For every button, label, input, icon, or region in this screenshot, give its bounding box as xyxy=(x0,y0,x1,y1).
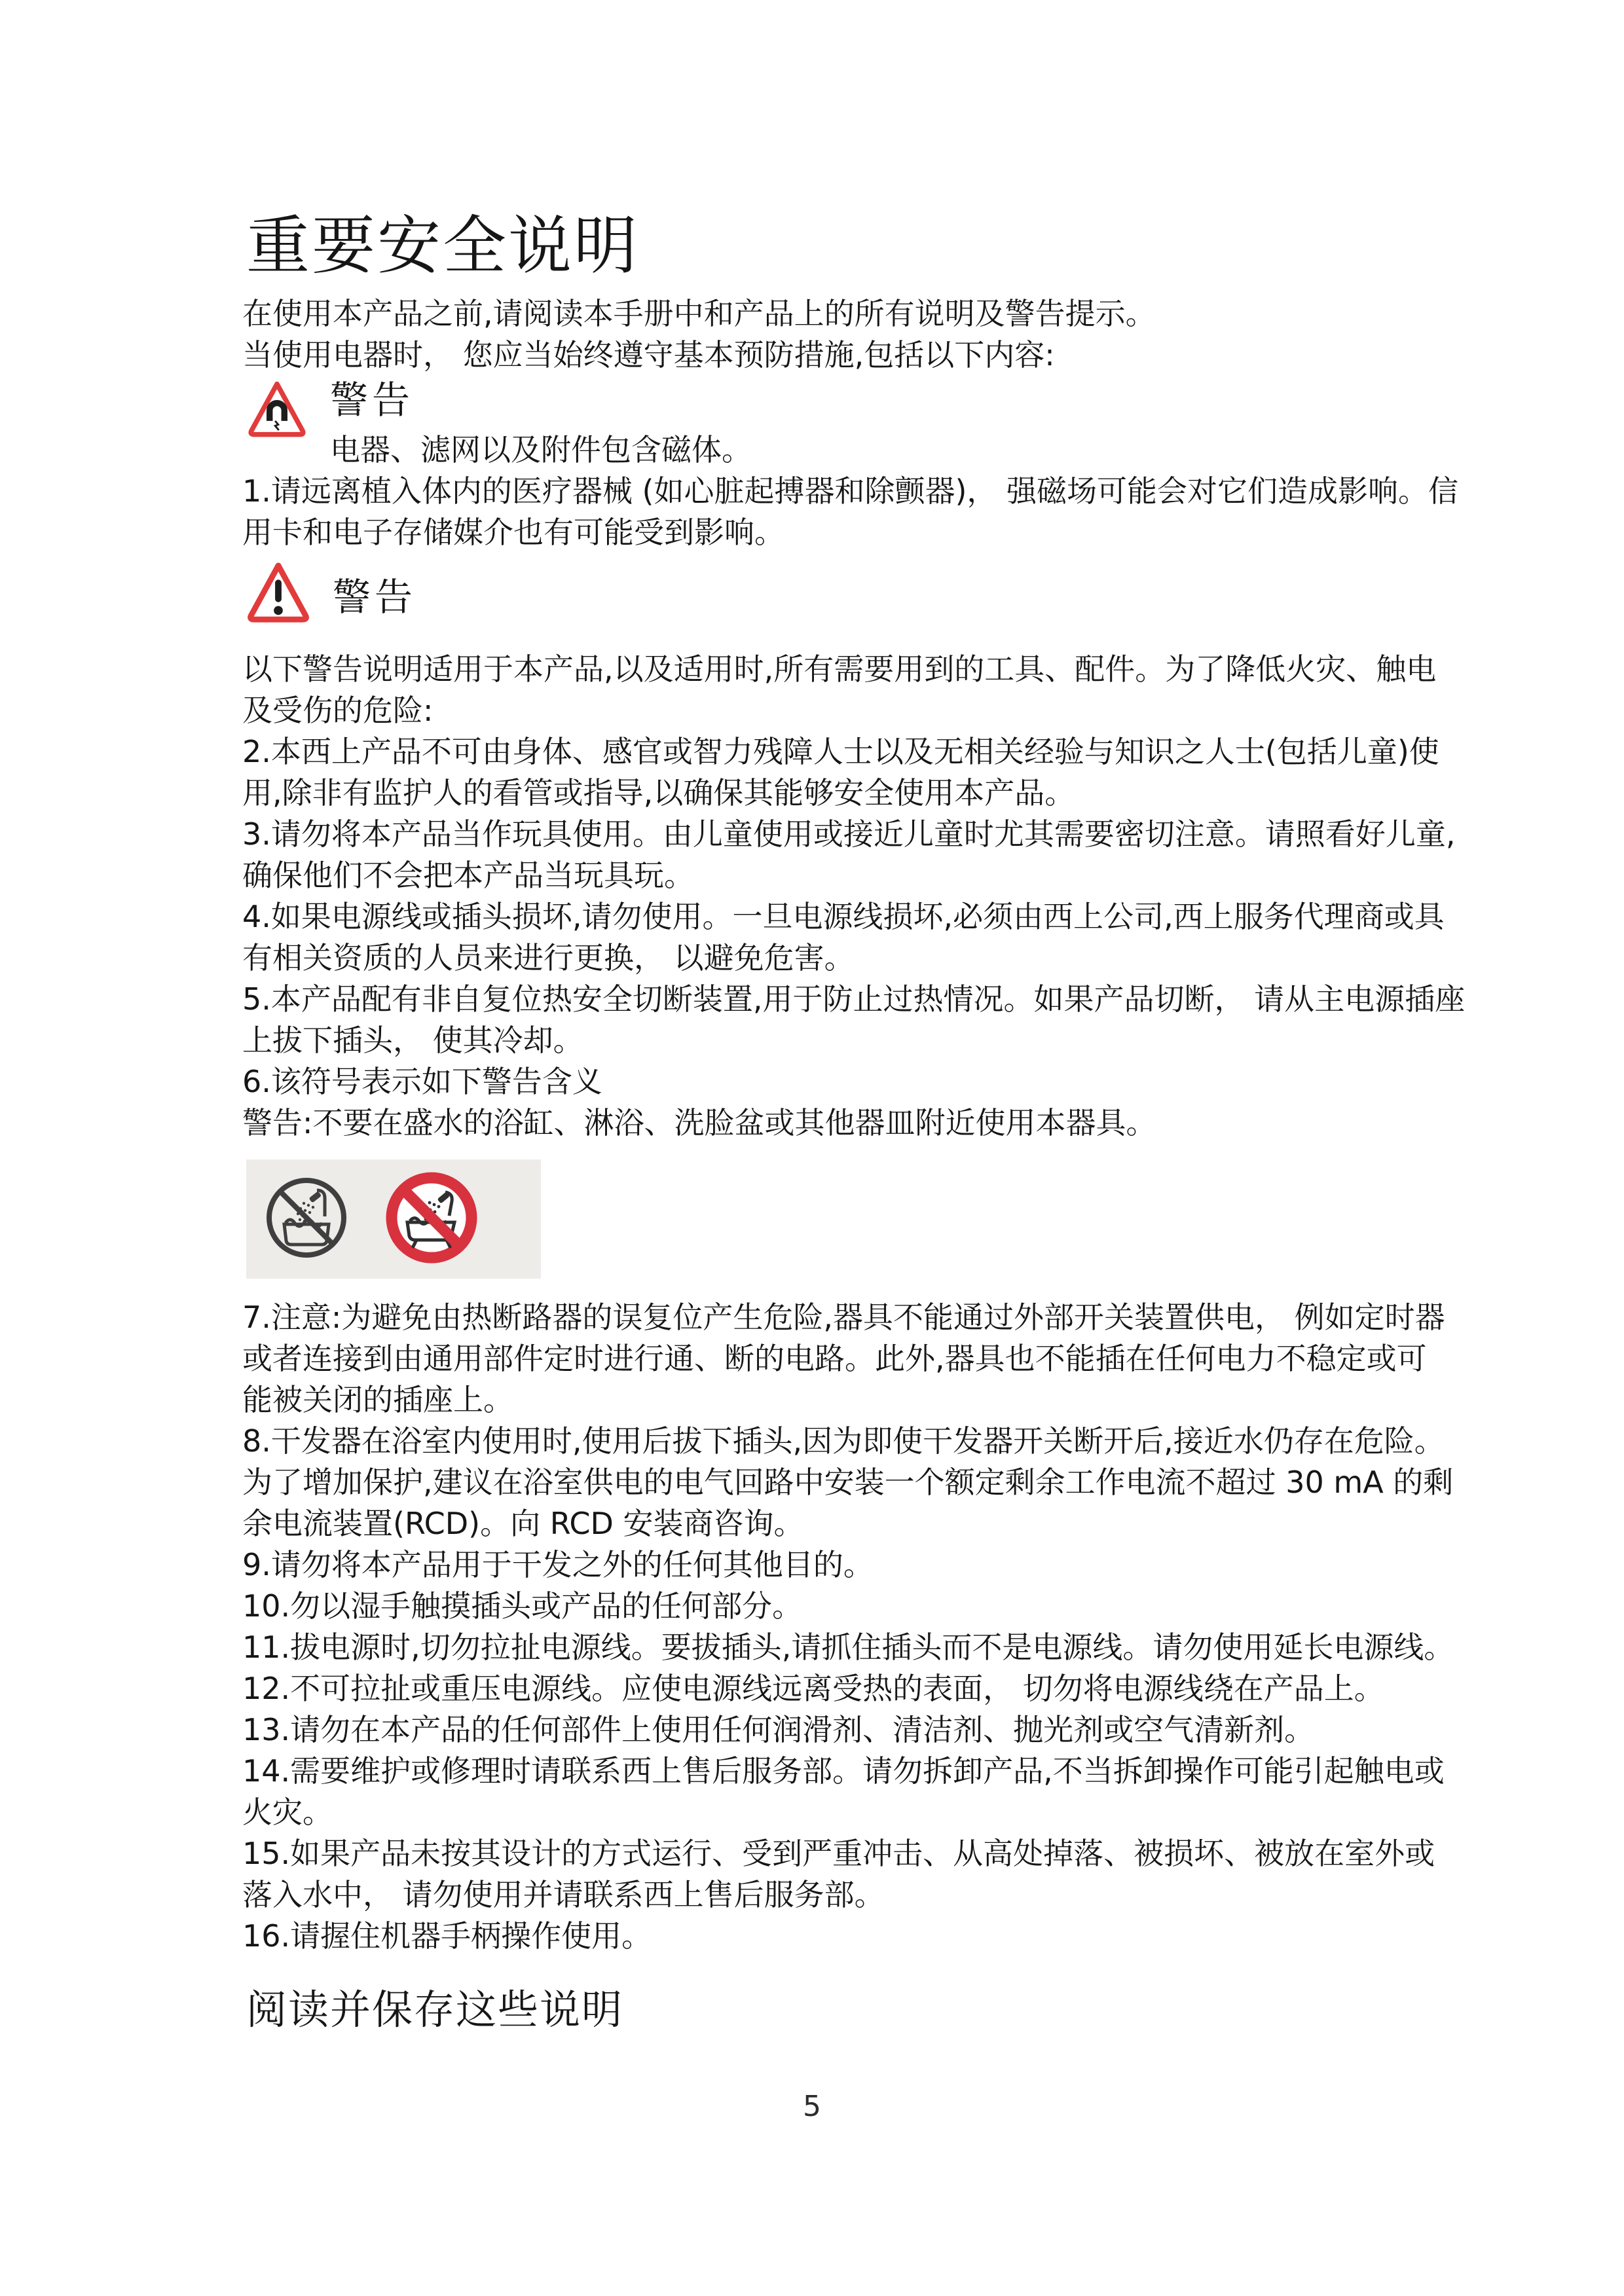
intro-paragraph xyxy=(242,293,1395,376)
text-line: 上拔下插头， 使其冷却。 xyxy=(242,1023,583,1059)
text-line: 用卡和电子存储媒介也有可能受到影响。 xyxy=(242,515,784,551)
intro-line: 当使用电器时， 您应当始终遵守基本预防措施,包括以下内容: xyxy=(242,337,1055,373)
no-shower-over-bathtub-icon-red xyxy=(382,1169,481,1269)
text-line: 2.本西上产品不可由身体、感官或智力残障人士以及无相关经验与知识之人士(包括儿童)使 xyxy=(242,734,1439,770)
text-line: 为了增加保护,建议在浴室供电的电气回路中安装一个额定剩余工作电流不超过 30 mA 的剩 xyxy=(242,1465,1454,1501)
text-line: 能被关闭的插座上。 xyxy=(242,1382,513,1418)
text-line: 确保他们不会把本产品当玩具玩。 xyxy=(242,858,694,894)
general-warning-text xyxy=(333,560,416,620)
warning-caption: 电器、滤网以及附件包含磁体。 xyxy=(330,432,752,468)
text-line: 5.本产品配有非自复位热安全切断装置,用于防止过热情况。如果产品切断， 请从主电源插座 xyxy=(242,981,1466,1017)
text-line: 用,除非有监护人的看管或指导,以确保其能够安全使用本产品。 xyxy=(242,775,1075,811)
warning-items-b xyxy=(242,1297,1454,1957)
text-line: 有相关资质的人员来进行更换， 以避免危害。 xyxy=(242,940,855,976)
text-line: 以下警告说明适用于本产品,以及适用时,所有需要用到的工具、配件。为了降低火灾、触电 xyxy=(242,651,1437,687)
warning-label: 警告 xyxy=(333,575,417,620)
text-line: 火灾。 xyxy=(242,1795,333,1831)
text-line: 8.干发器在浴室内使用时,使用后拔下插头,因为即使干发器开关断开后,接近水仍存在危险。 xyxy=(242,1423,1445,1459)
text-line: 1.请远离植入体内的医疗器械 (如心脏起搏器和除颤器)， 强磁场可能会对它们造成影响。信 xyxy=(242,473,1459,509)
text-line: 14.需要维护或修理时请联系西上售后服务部。请勿拆卸产品,不当拆卸操作可能引起触电或 xyxy=(242,1753,1445,1789)
text-line: 16.请握住机器手柄操作使用。 xyxy=(242,1918,652,1954)
text-line: 11.拔电源时,切勿拉扯电源线。要拔插头,请抓住插头而不是电源线。请勿使用延长电源线。 xyxy=(242,1630,1454,1666)
text-line: 7.注意:为避免由热断路器的误复位产生危险,器具不能通过外部开关装置供电， 例如定时器 xyxy=(242,1300,1445,1336)
intro-line: 在使用本产品之前,请阅读本手册中和产品上的所有说明及警告提示。 xyxy=(242,296,1156,332)
text-line: 警告:不要在盛水的浴缸、淋浴、洗脸盆或其他器皿附近使用本器具。 xyxy=(242,1105,1156,1141)
footer-heading: 阅读并保存这些说明 xyxy=(246,1986,624,2034)
prohibition-icons-panel xyxy=(246,1159,541,1279)
general-warning-block xyxy=(246,560,1395,629)
text-line: 或者连接到由通用部件定时进行通、断的电路。此外,器具也不能插在任何电力不稳定或可 xyxy=(242,1341,1427,1377)
exclamation-warning-triangle-icon xyxy=(246,560,310,629)
text-line: 落入水中， 请勿使用并请联系西上售后服务部。 xyxy=(242,1877,885,1913)
text-line: 12.不可拉扯或重压电源线。应使电源线远离受热的表面， 切勿将电源线绕在产品上。 xyxy=(242,1671,1384,1707)
magnet-warning-text xyxy=(330,377,752,471)
magnet-warning-block xyxy=(246,377,1395,471)
text-line: 3.请勿将本产品当作玩具使用。由儿童使用或接近儿童时尤其需要密切注意。请照看好儿童, xyxy=(242,816,1456,852)
text-line: 13.请勿在本产品的任何部件上使用任何润滑剂、清洁剂、抛光剂或空气清新剂。 xyxy=(242,1712,1315,1748)
page-title: 重要安全说明 xyxy=(246,209,639,283)
text-line: 9.请勿将本产品用于干发之外的任何其他目的。 xyxy=(242,1547,874,1583)
text-line: 15.如果产品未按其设计的方式运行、受到严重冲击、从高处掉落、被损坏、被放在室外或 xyxy=(242,1836,1435,1872)
no-shower-over-basin-icon-dark xyxy=(261,1172,352,1266)
text-line: 及受伤的危险: xyxy=(242,693,434,729)
text-line: 余电流装置(RCD)。向 RCD 安装商咨询。 xyxy=(242,1506,804,1542)
page-content xyxy=(242,208,1466,2035)
text-line: 6.该符号表示如下警告含义 xyxy=(242,1064,602,1100)
magnet-warning-triangle-icon xyxy=(246,377,308,445)
warning-items-a xyxy=(242,649,1466,1144)
magnet-item-paragraph xyxy=(242,471,1459,553)
page-number: 5 xyxy=(803,2090,821,2123)
text-line: 4.如果电源线或插头损坏,请勿使用。一旦电源线损坏,必须由西上公司,西上服务代理商或具 xyxy=(242,899,1445,935)
text-line: 10.勿以湿手触摸插头或产品的任何部分。 xyxy=(242,1588,803,1624)
warning-label: 警告 xyxy=(330,378,415,423)
